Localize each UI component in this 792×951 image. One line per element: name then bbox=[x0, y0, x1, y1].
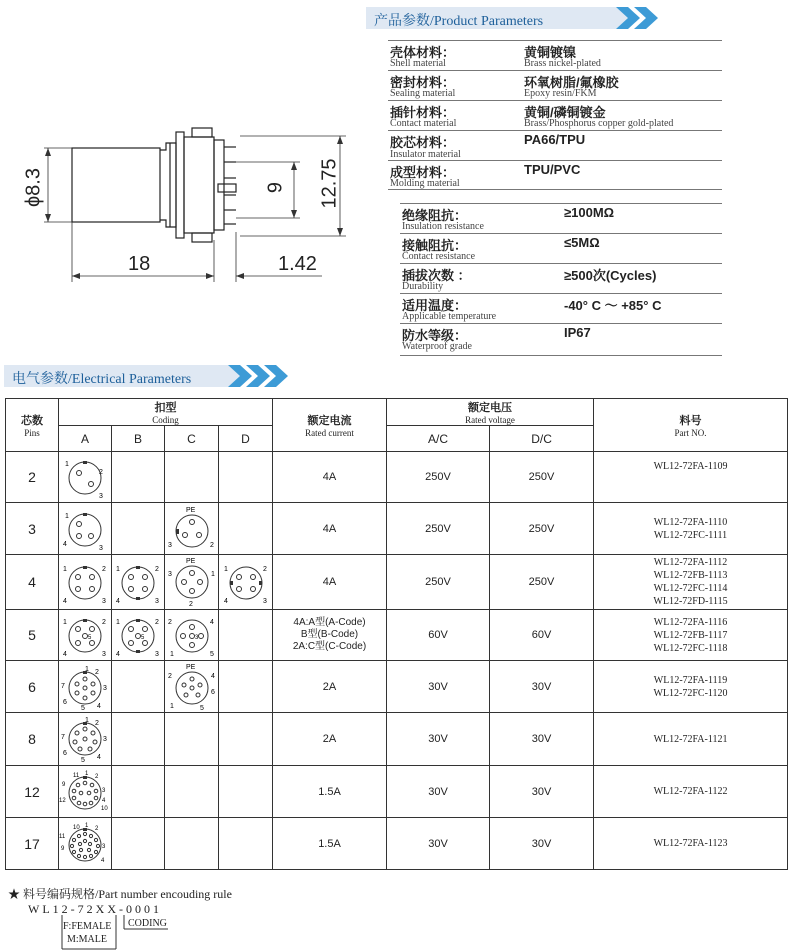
rating-value: -40° C ～ +85° C bbox=[564, 298, 662, 313]
svg-text:1: 1 bbox=[223, 566, 228, 573]
pins-cell: 17 bbox=[6, 818, 59, 870]
part-cell bbox=[594, 610, 788, 661]
svg-text:3: 3 bbox=[103, 684, 107, 692]
pinout-c bbox=[165, 713, 219, 766]
pinout-b bbox=[112, 503, 165, 555]
part-cell bbox=[594, 713, 788, 766]
param-label-en: Contact material bbox=[390, 118, 457, 129]
svg-text:2: 2 bbox=[95, 825, 99, 832]
param-label-en: Sealing material bbox=[390, 88, 456, 99]
pinout-b bbox=[112, 610, 165, 661]
rating-value: IP67 bbox=[564, 325, 591, 340]
pinout-diagram-6a bbox=[59, 664, 111, 710]
svg-text:2: 2 bbox=[155, 566, 159, 573]
param-value-en: Brass nickel-plated bbox=[524, 58, 601, 69]
svg-text:4: 4 bbox=[63, 651, 67, 658]
ac-cell: 60V bbox=[387, 610, 490, 661]
svg-text:6: 6 bbox=[210, 688, 215, 696]
pinout-diagram-3a bbox=[59, 506, 111, 552]
electrical-params-title: 电气参数/Electrical Parameters bbox=[12, 372, 192, 387]
svg-text:2: 2 bbox=[102, 619, 106, 626]
part-rule-female: F:FEMALE bbox=[63, 921, 112, 932]
rating-label-en: Insulation resistance bbox=[402, 221, 484, 232]
part-cell bbox=[594, 452, 788, 503]
svg-text:11: 11 bbox=[59, 833, 66, 840]
rating-value: ≤5MΩ bbox=[564, 235, 600, 250]
header-voltage: 额定电压 Rated voltage bbox=[387, 399, 594, 426]
param-row bbox=[388, 161, 722, 190]
part-cell bbox=[594, 766, 788, 818]
svg-text:2: 2 bbox=[209, 541, 214, 549]
pinout-a bbox=[59, 661, 112, 713]
svg-text:1: 1 bbox=[85, 717, 89, 724]
dc-cell: 250V bbox=[490, 503, 594, 555]
part-cell bbox=[594, 555, 788, 610]
part-rule-code: WL12-72XX-0001 bbox=[28, 902, 162, 916]
pinout-a bbox=[59, 766, 112, 818]
param-value: PA66/TPU bbox=[524, 132, 586, 147]
svg-text:PE: PE bbox=[185, 663, 195, 671]
chevron-right-icon bbox=[616, 7, 664, 29]
pinout-a bbox=[59, 555, 112, 610]
svg-text:1: 1 bbox=[85, 822, 89, 829]
dim-outer-label: 12.75 bbox=[318, 158, 341, 209]
pinout-diagram-6c bbox=[166, 662, 218, 712]
current-cell: 1.5A bbox=[273, 766, 387, 818]
rating-label: 防水等级： bbox=[402, 328, 468, 343]
part-number: WL12-72FC-1114 bbox=[653, 583, 728, 594]
param-label: 密封材料： bbox=[390, 75, 456, 90]
part-cell bbox=[594, 818, 788, 870]
svg-text:2: 2 bbox=[95, 720, 99, 727]
pins-cell: 4 bbox=[6, 555, 59, 610]
svg-text:3: 3 bbox=[262, 598, 267, 605]
rating-label: 适用温度： bbox=[402, 298, 468, 313]
svg-text:4: 4 bbox=[102, 797, 106, 804]
svg-text:2: 2 bbox=[99, 469, 103, 476]
ac-cell: 30V bbox=[387, 661, 490, 713]
svg-text:3: 3 bbox=[102, 787, 106, 794]
ac-cell: 250V bbox=[387, 555, 490, 610]
svg-text:1: 1 bbox=[65, 461, 69, 468]
svg-text:4: 4 bbox=[63, 540, 67, 548]
pinout-diagram-5c bbox=[166, 612, 218, 658]
pinout-diagram-12a bbox=[59, 768, 111, 816]
current-cell: 2A bbox=[273, 713, 387, 766]
dc-cell: 30V bbox=[490, 713, 594, 766]
svg-text:1: 1 bbox=[63, 619, 67, 626]
pinout-diagram-4b bbox=[112, 559, 164, 605]
pinout-b bbox=[112, 818, 165, 870]
part-number: WL12-72FA-1110 bbox=[653, 516, 728, 528]
header-ac: A/C bbox=[387, 426, 490, 452]
part-number: WL12-72FA-1112 bbox=[653, 557, 728, 568]
svg-text:PE: PE bbox=[185, 558, 195, 565]
header-current: 额定电流 Rated current bbox=[273, 399, 387, 452]
table-row bbox=[6, 766, 788, 818]
current-cell: 4A bbox=[273, 503, 387, 555]
pinout-c bbox=[165, 452, 219, 503]
part-number: WL12-72FC-1120 bbox=[653, 687, 728, 699]
dc-cell: 30V bbox=[490, 766, 594, 818]
pins-cell: 3 bbox=[6, 503, 59, 555]
dim-diameter-label: ϕ8.3 bbox=[22, 168, 45, 208]
svg-text:3: 3 bbox=[102, 651, 106, 658]
chevron-right-icon bbox=[228, 365, 294, 387]
svg-text:2: 2 bbox=[155, 619, 159, 626]
part-number: WL12-72FA-1121 bbox=[653, 733, 728, 745]
rating-row bbox=[400, 294, 722, 324]
svg-text:9: 9 bbox=[62, 781, 66, 788]
part-number: WL12-72FA-1122 bbox=[653, 786, 728, 797]
pinout-b bbox=[112, 452, 165, 503]
svg-text:1: 1 bbox=[116, 619, 120, 626]
pinout-diagram-3c bbox=[166, 505, 218, 553]
param-value: 黄铜镀镍 bbox=[524, 45, 577, 60]
part-rule-male: M:MALE bbox=[67, 934, 107, 945]
svg-text:7: 7 bbox=[61, 682, 65, 690]
param-label-en: Insulator material bbox=[390, 149, 461, 160]
pins-cell: 6 bbox=[6, 661, 59, 713]
rating-label: 接触阻抗： bbox=[402, 238, 468, 253]
svg-text:4: 4 bbox=[101, 857, 105, 864]
param-label: 插针材料： bbox=[390, 105, 456, 120]
pinout-diagram-5a bbox=[59, 612, 111, 658]
pins-cell: 5 bbox=[6, 610, 59, 661]
param-row bbox=[388, 41, 722, 71]
ac-cell: 250V bbox=[387, 503, 490, 555]
table-row bbox=[6, 661, 788, 713]
svg-text:4: 4 bbox=[116, 598, 120, 605]
part-rule-coding: CODING bbox=[128, 918, 167, 929]
ac-cell: 30V bbox=[387, 818, 490, 870]
svg-text:3: 3 bbox=[99, 544, 103, 552]
dim-flange-label: 1.42 bbox=[278, 253, 317, 275]
electrical-params-banner bbox=[4, 365, 240, 387]
product-params-title: 产品参数/Product Parameters bbox=[374, 14, 544, 29]
svg-text:1: 1 bbox=[169, 651, 174, 658]
pinout-d bbox=[219, 610, 273, 661]
pinout-a bbox=[59, 452, 112, 503]
ac-cell: 250V bbox=[387, 452, 490, 503]
pinout-b bbox=[112, 766, 165, 818]
svg-text:7: 7 bbox=[61, 734, 65, 741]
svg-text:5: 5 bbox=[88, 635, 92, 641]
svg-text:4: 4 bbox=[210, 672, 215, 680]
svg-text:3: 3 bbox=[167, 571, 172, 578]
param-value-en: Epoxy resin/FKM bbox=[524, 88, 597, 99]
table-row bbox=[6, 452, 788, 503]
svg-text:4: 4 bbox=[97, 702, 101, 710]
pinout-b bbox=[112, 555, 165, 610]
part-number: WL12-72FA-1123 bbox=[653, 838, 728, 849]
svg-text:PE: PE bbox=[185, 506, 195, 514]
header-code-d: D bbox=[219, 426, 273, 452]
svg-text:9: 9 bbox=[61, 845, 65, 852]
pinout-d bbox=[219, 818, 273, 870]
svg-text:1: 1 bbox=[85, 665, 89, 673]
header-pins: 芯数 Pins bbox=[6, 399, 59, 452]
barrel-outline bbox=[72, 148, 160, 222]
rating-label: 绝缘阻抗： bbox=[402, 208, 468, 223]
pinout-c bbox=[165, 661, 219, 713]
rating-label: 插拔次数 ： bbox=[402, 268, 471, 283]
table-row bbox=[6, 818, 788, 870]
part-number: WL12-72FD-1115 bbox=[653, 596, 728, 607]
rating-label-en: Durability bbox=[402, 281, 444, 292]
dc-cell: 60V bbox=[490, 610, 594, 661]
param-label: 成型材料： bbox=[390, 165, 456, 180]
svg-text:1: 1 bbox=[85, 770, 89, 777]
current-cell: 4A bbox=[273, 555, 387, 610]
pinout-d bbox=[219, 555, 273, 610]
header-code-c: C bbox=[165, 426, 219, 452]
part-cell bbox=[594, 661, 788, 713]
svg-text:4: 4 bbox=[116, 651, 120, 658]
svg-text:1: 1 bbox=[210, 571, 215, 578]
current-cell: 1.5A bbox=[273, 818, 387, 870]
part-number: WL12-72FA-1119 bbox=[653, 674, 728, 686]
ac-cell: 30V bbox=[387, 766, 490, 818]
pins-cell: 8 bbox=[6, 713, 59, 766]
param-value: TPU/PVC bbox=[524, 162, 581, 177]
part-number: WL12-72FA-1109 bbox=[653, 461, 728, 472]
part-number: WL12-72FB-1113 bbox=[653, 570, 728, 581]
pinout-diagram-17a bbox=[59, 820, 111, 868]
part-cell bbox=[594, 503, 788, 555]
svg-text:5: 5 bbox=[81, 757, 85, 763]
pinout-c bbox=[165, 555, 219, 610]
svg-text:3: 3 bbox=[167, 541, 172, 549]
rating-label-en: Applicable temperature bbox=[402, 311, 497, 322]
svg-text:5: 5 bbox=[209, 651, 214, 658]
header-code-b: B bbox=[112, 426, 165, 452]
param-value: 环氧树脂/氟橡胶 bbox=[524, 75, 619, 90]
pinout-diagram-5b bbox=[112, 612, 164, 658]
svg-text:3: 3 bbox=[99, 493, 103, 500]
svg-text:12: 12 bbox=[59, 797, 66, 804]
rating-row bbox=[400, 234, 722, 264]
header-coding: 扣型 Coding bbox=[59, 399, 273, 426]
pinout-c bbox=[165, 610, 219, 661]
svg-text:2: 2 bbox=[262, 566, 267, 573]
svg-text:3: 3 bbox=[155, 598, 159, 605]
svg-text:3: 3 bbox=[102, 843, 106, 850]
pins-cell: 2 bbox=[6, 452, 59, 503]
table-row bbox=[6, 610, 788, 661]
dim-length-label: 18 bbox=[128, 253, 151, 275]
svg-text:10: 10 bbox=[101, 805, 108, 812]
pinout-d bbox=[219, 503, 273, 555]
param-row bbox=[388, 131, 722, 161]
param-value: 黄铜/磷铜镀金 bbox=[524, 105, 606, 120]
svg-text:1: 1 bbox=[116, 566, 120, 573]
pinout-diagram-4c bbox=[166, 556, 218, 608]
svg-text:1: 1 bbox=[63, 566, 67, 573]
svg-text:3: 3 bbox=[155, 651, 159, 658]
rating-row bbox=[400, 324, 722, 356]
svg-text:4: 4 bbox=[97, 754, 101, 761]
pinout-d bbox=[219, 452, 273, 503]
rating-label-en: Waterproof grade bbox=[402, 341, 472, 352]
svg-text:2: 2 bbox=[167, 672, 172, 680]
pinout-d bbox=[219, 661, 273, 713]
current-cell: 4A:A型(A-Code) B型(B-Code) 2A:C型(C-Code) bbox=[273, 610, 387, 661]
svg-text:4: 4 bbox=[223, 598, 228, 605]
pinout-b bbox=[112, 661, 165, 713]
pinout-c bbox=[165, 818, 219, 870]
part-rule-title: ★ 料号编码规格/Part number encouding rule bbox=[8, 887, 232, 901]
param-label: 胶芯材料： bbox=[390, 135, 456, 150]
pinout-c bbox=[165, 766, 219, 818]
part-number: WL12-72FC-1118 bbox=[653, 642, 728, 654]
part-number: WL12-72FC-1111 bbox=[653, 529, 728, 541]
rating-row bbox=[400, 264, 722, 294]
current-cell: 2A bbox=[273, 661, 387, 713]
param-label: 壳体材料： bbox=[390, 45, 456, 60]
pinout-b bbox=[112, 713, 165, 766]
dim-inner-label: 9 bbox=[264, 181, 287, 194]
svg-text:10: 10 bbox=[73, 824, 80, 831]
svg-text:2: 2 bbox=[95, 773, 99, 780]
svg-text:5: 5 bbox=[81, 704, 85, 710]
param-value-en: Brass/Phosphorus copper gold-plated bbox=[524, 118, 674, 129]
part-number: WL12-72FB-1117 bbox=[653, 629, 728, 641]
param-label-en: Molding material bbox=[390, 178, 460, 189]
part-number: WL12-72FA-1116 bbox=[653, 616, 728, 628]
pinout-a bbox=[59, 610, 112, 661]
pins-cell: 12 bbox=[6, 766, 59, 818]
svg-text:6: 6 bbox=[63, 698, 67, 706]
table-row bbox=[6, 555, 788, 610]
pinout-diagram-2a bbox=[59, 454, 111, 500]
pinout-diagram-4d bbox=[220, 559, 272, 605]
table-row bbox=[6, 713, 788, 766]
header-dc: D/C bbox=[490, 426, 594, 452]
svg-text:5: 5 bbox=[141, 635, 145, 641]
pinout-a bbox=[59, 713, 112, 766]
svg-text:6: 6 bbox=[63, 750, 67, 757]
rating-row bbox=[400, 204, 722, 234]
pinout-d bbox=[219, 713, 273, 766]
header-part: 料号 Part NO. bbox=[594, 399, 788, 452]
pinout-a bbox=[59, 818, 112, 870]
pinout-a bbox=[59, 503, 112, 555]
svg-text:4: 4 bbox=[63, 598, 67, 605]
dc-cell: 250V bbox=[490, 555, 594, 610]
svg-text:3: 3 bbox=[102, 598, 106, 605]
param-row bbox=[388, 101, 722, 131]
pinout-diagram-4a bbox=[59, 559, 111, 605]
svg-text:2: 2 bbox=[167, 619, 172, 626]
dc-cell: 250V bbox=[490, 452, 594, 503]
ac-cell: 30V bbox=[387, 713, 490, 766]
param-label-en: Shell material bbox=[390, 58, 446, 69]
electrical-table bbox=[5, 398, 788, 870]
svg-text:11: 11 bbox=[73, 772, 80, 779]
svg-text:1: 1 bbox=[65, 512, 69, 520]
svg-text:5: 5 bbox=[199, 704, 204, 712]
dc-cell: 30V bbox=[490, 818, 594, 870]
product-params-banner bbox=[366, 7, 628, 29]
table-row bbox=[6, 503, 788, 555]
svg-text:2: 2 bbox=[95, 668, 99, 676]
pinout-c bbox=[165, 503, 219, 555]
header-code-a: A bbox=[59, 426, 112, 452]
pinout-d bbox=[219, 766, 273, 818]
svg-text:2: 2 bbox=[102, 566, 106, 573]
param-row bbox=[388, 71, 722, 101]
pinout-diagram-8a bbox=[59, 715, 111, 763]
svg-text:1: 1 bbox=[169, 702, 174, 710]
rating-value: ≥100MΩ bbox=[564, 205, 615, 220]
svg-text:4: 4 bbox=[209, 619, 214, 626]
current-cell: 4A bbox=[273, 452, 387, 503]
svg-text:3: 3 bbox=[103, 736, 107, 743]
svg-text:3: 3 bbox=[194, 635, 198, 641]
rating-value: ≥500次(Cycles) bbox=[564, 268, 657, 283]
svg-text:2: 2 bbox=[188, 601, 193, 608]
rating-label-en: Contact resistance bbox=[402, 251, 476, 262]
dc-cell: 30V bbox=[490, 661, 594, 713]
